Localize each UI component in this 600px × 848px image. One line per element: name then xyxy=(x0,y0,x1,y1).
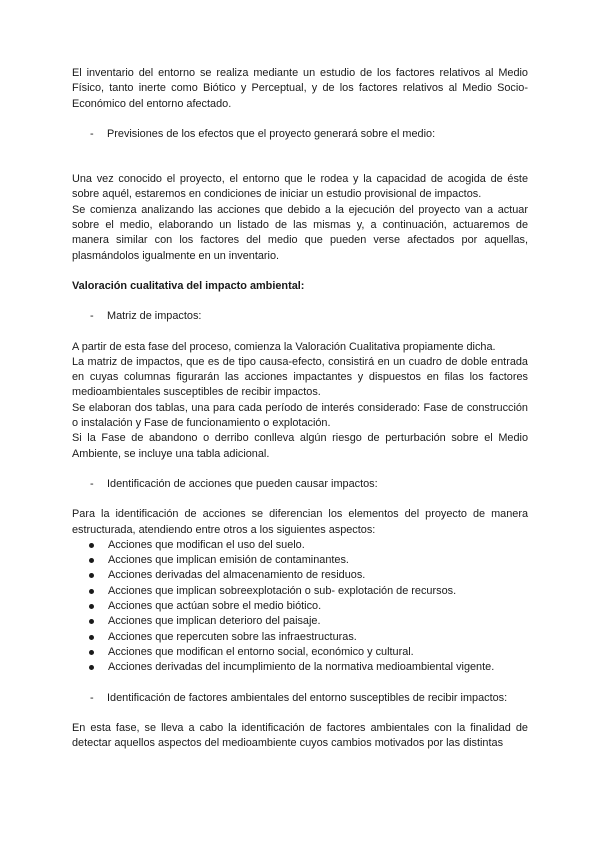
list-item: Acciones que implican sobreexplotación o sub- explotación de recursos. xyxy=(72,584,528,599)
document-page xyxy=(72,66,528,751)
list-item: Acciones que implican deterioro del paisaje. xyxy=(72,614,528,629)
paragraph-tablas: Se elaboran dos tablas, una para cada período de interés considerado: Fase de construcción o instalación y Fase de funcionamiento o explotación. xyxy=(72,401,528,430)
paragraph-fase: A partir de esta fase del proceso, comienza la Valoración Cualitativa propiamente dicha. xyxy=(72,340,496,353)
list-item: Acciones derivadas del incumplimiento de la normativa medioambiental vigente. xyxy=(72,660,528,675)
dash-item-acciones xyxy=(72,477,528,492)
paragraph-conocido: Una vez conocido el proyecto, el entorno que le rodea y la capacidad de acogida de éste sobre aquél, estaremos en condiciones de iniciar un estudio provisional de impactos. xyxy=(72,173,528,201)
list-item: Acciones derivadas del almacenamiento de residuos. xyxy=(72,568,528,583)
paragraph-abandono: Si la Fase de abandono o derribo conlleva algún riesgo de perturbación sobre el Medio Ambiente, se incluye una tabla adicional. xyxy=(72,432,528,460)
bullet-dot xyxy=(89,650,94,655)
dash-marker: - xyxy=(90,477,94,490)
dash-item-previsiones xyxy=(72,127,528,142)
list-item: Acciones que actúan sobre el medio biótico. xyxy=(72,599,528,614)
dash-marker: - xyxy=(90,127,94,140)
dash-marker: - xyxy=(90,310,94,323)
dash-item-factores xyxy=(72,691,528,706)
list-item: Acciones que modifican el entorno social, económico y cultural. xyxy=(72,645,528,660)
bullet-dot xyxy=(89,665,94,670)
dash-item-text: Matriz de impactos: xyxy=(107,310,202,323)
paragraph-inventario: El inventario del entorno se realiza mediante un estudio de los factores relativos al Medio Físico, tanto inerte como Biótico y Perceptual, y de los factores relativos al Medio Socio-Económico del entorno afectado. xyxy=(72,67,528,110)
bullet-dot xyxy=(89,589,94,594)
bullet-dot xyxy=(89,619,94,624)
bullet-dot xyxy=(89,543,94,548)
dash-marker: - xyxy=(90,691,94,704)
section-heading: Valoración cualitativa del impacto ambiental: xyxy=(72,279,305,292)
bullet-dot xyxy=(89,635,94,640)
list-item: Acciones que implican emisión de contaminantes. xyxy=(72,553,528,568)
paragraph-esta-fase: En esta fase, se lleva a cabo la identificación de factores ambientales con la finalidad de detectar aquellos aspectos del medioambiente cuyos cambios motivados por las distintas xyxy=(72,721,528,750)
dash-item-matriz xyxy=(72,309,528,324)
bullet-list xyxy=(72,538,528,676)
bullet-dot xyxy=(89,573,94,578)
bullet-dot xyxy=(89,604,94,609)
list-item: Acciones que modifican el uso del suelo. xyxy=(72,538,528,553)
dash-item-text: Previsiones de los efectos que el proyecto generará sobre el medio: xyxy=(107,127,436,140)
list-item: Acciones que repercuten sobre las infraestructuras. xyxy=(72,630,528,645)
dash-item-text: Identificación de factores ambientales del entorno susceptibles de recibir impactos: xyxy=(107,691,508,704)
paragraph-identificacion: Para la identificación de acciones se diferencian los elementos del proyecto de manera estructurada, atendiendo entre otros a los siguientes aspectos: xyxy=(72,508,528,536)
paragraph-matriz: La matriz de impactos, que es de tipo causa-efecto, consistirá en un cuadro de doble entrada en cuyas columnas figurarán las acciones impactantes y dispuestos en filas los factores medioambientales susceptibles de recibir impactos. xyxy=(72,355,528,399)
bullet-dot xyxy=(89,558,94,563)
dash-item-text: Identificación de acciones que pueden causar impactos: xyxy=(107,477,378,490)
paragraph-analizando: Se comienza analizando las acciones que debido a la ejecución del proyecto van a actuar sobre el medio, elaborando un listado de las mismas y, a continuación, actuaremos de manera similar con los factores del medio que pueden verse afectados por aquellas, plasmándolos igualmente en un inventario. xyxy=(72,203,528,262)
